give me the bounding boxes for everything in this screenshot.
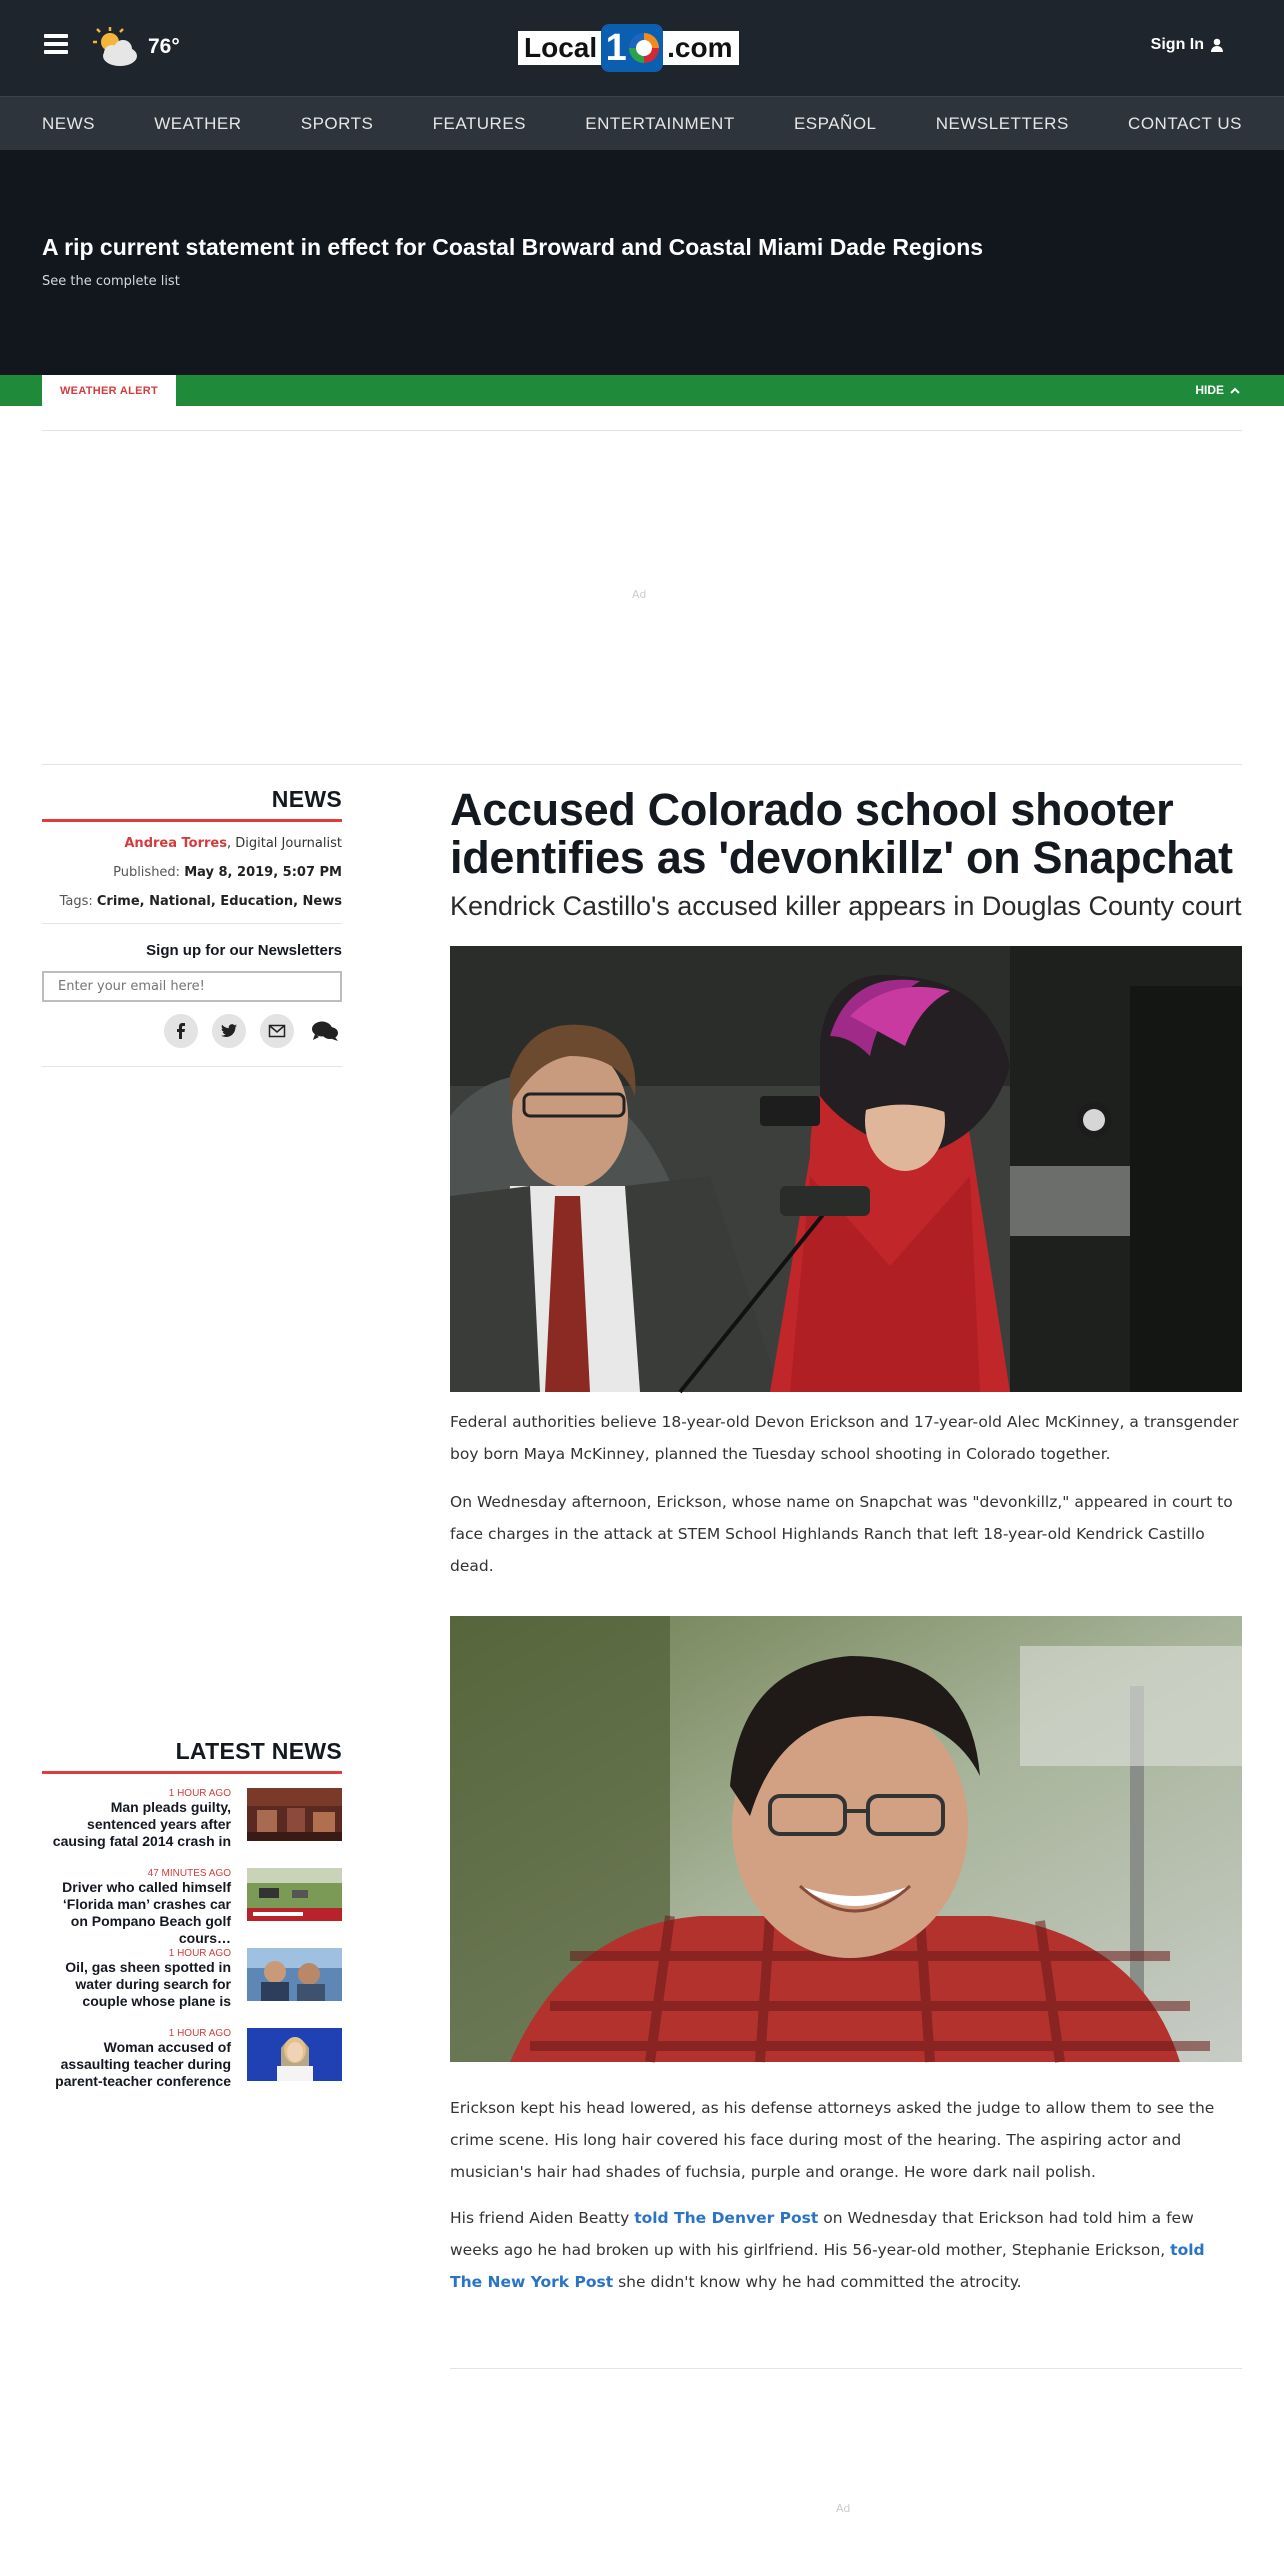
divider	[42, 430, 1242, 431]
partly-cloudy-icon	[92, 26, 140, 68]
published-value: May 8, 2019, 5:07 PM	[184, 865, 342, 880]
author-role: , Digital Journalist	[226, 836, 342, 851]
weather-alert-banner	[0, 150, 1284, 375]
nav-contact-us[interactable]: CONTACT US	[1128, 114, 1242, 133]
item-title[interactable]: Driver who called himself ‘Florida man’ crashes car on Pompano Beach golf cours…	[62, 1879, 231, 1946]
newsletter-title: Sign up for our Newsletters	[146, 942, 342, 959]
nav-entertainment[interactable]: ENTERTAINMENT	[585, 114, 735, 133]
p4-text-b: on Wednesday that Erickson had told him a few weeks ago he had broken up with his girlfriend. His 56-year-old mother, Stephanie Erickson,	[450, 2209, 1194, 2259]
logo-circle-icon	[629, 33, 659, 63]
article-headline: Accused Colorado school shooter identifies as 'devonkillz' on Snapchat	[450, 784, 1233, 883]
article-paragraph-3: Erickson kept his head lowered, as his defense attorneys asked the judge to allow them to see the crime scene. His long hair covered his face during most of the hearing. The aspiring actor and musician's hair had shades of fuchsia, purple and orange. He wore dark nail polish.	[450, 2099, 1215, 2181]
latest-news-item[interactable]	[42, 2028, 342, 2094]
author-name[interactable]: Andrea Torres	[124, 836, 227, 851]
divider	[450, 2368, 1242, 2369]
twitter-share-button[interactable]	[212, 1014, 246, 1048]
ny-post-link[interactable]: told The New York Post	[450, 2241, 1205, 2291]
article-paragraph-2: On Wednesday afternoon, Erickson, whose name on Snapchat was "devonkillz," appeared in court to face charges in the attack at STEM School Highlands Ranch that left 18-year-old Kendrick Castillo dead.	[450, 1493, 1233, 1575]
divider	[42, 764, 1242, 765]
latest-news-heading: LATEST NEWS	[42, 1738, 342, 1774]
email-share-button[interactable]	[260, 1014, 294, 1048]
p4-text-a: His friend Aiden Beatty	[450, 2209, 635, 2227]
nav-features[interactable]: FEATURES	[432, 114, 527, 133]
main-nav	[0, 96, 1284, 150]
news-thumbnail[interactable]	[247, 1948, 342, 2001]
news-thumbnail[interactable]	[247, 2028, 342, 2081]
article-meta-sidebar	[42, 786, 342, 1067]
hide-alert-button[interactable]	[1195, 383, 1240, 397]
published-date	[42, 865, 342, 880]
hide-label: HIDE	[1195, 383, 1224, 397]
top-header	[0, 0, 1284, 96]
tags-label: Tags:	[59, 894, 97, 909]
portrait-image	[450, 1616, 1242, 2062]
latest-news	[42, 1738, 342, 2094]
byline	[42, 836, 342, 851]
item-title[interactable]: Woman accused of assaulting teacher during parent-teacher conference	[55, 2039, 231, 2089]
alert-title[interactable]: A rip current statement in effect for Coastal Broward and Coastal Miami Dade Regions	[42, 234, 984, 260]
p4-text-c: she didn't know why he had committed the atrocity.	[613, 2273, 1022, 2291]
victim-photo	[450, 1616, 1242, 2062]
twitter-icon	[221, 1024, 237, 1038]
nav-weather[interactable]: WEATHER	[154, 114, 242, 133]
article-paragraph-1: Federal authorities believe 18-year-old Devon Erickson and 17-year-old Alec McKinney, a transgender boy born Maya McKinney, planned the Tuesday school shooting in Colorado together.	[450, 1413, 1239, 1463]
email-icon	[269, 1025, 285, 1037]
item-title[interactable]: Man pleads guilty, sentenced years after causing fatal 2014 crash in	[52, 1799, 231, 1849]
temperature: 76°	[148, 35, 180, 58]
latest-news-item[interactable]	[42, 1788, 342, 1854]
news-thumbnail[interactable]	[247, 1868, 342, 1921]
item-time: 1 HOUR AGO	[168, 1788, 231, 1799]
tags	[42, 894, 342, 924]
weather-widget[interactable]	[92, 24, 180, 70]
article	[450, 786, 1242, 2298]
weather-alert-tag: WEATHER ALERT	[42, 375, 176, 406]
item-title[interactable]: Oil, gas sheen spotted in water during search for couple whose plane is	[65, 1959, 231, 2009]
site-logo[interactable]	[518, 24, 739, 72]
courtroom-photo	[450, 946, 1242, 1392]
article-paragraph-4	[450, 2202, 1242, 2298]
tags-list[interactable]: Crime, National, Education, News	[96, 894, 342, 909]
logo-text-left: Local	[518, 31, 603, 65]
denver-post-link[interactable]: told The Denver Post	[634, 2209, 819, 2227]
courtroom-image	[450, 946, 1242, 1392]
sign-in-label: Sign In	[1150, 36, 1204, 53]
news-thumbnail[interactable]	[247, 1788, 342, 1841]
ad-label: Ad	[632, 588, 647, 601]
ad-label: Ad	[836, 2502, 851, 2515]
item-time: 1 HOUR AGO	[168, 1948, 231, 1959]
user-icon	[1210, 38, 1224, 52]
latest-news-item[interactable]	[42, 1948, 342, 2014]
nav-sports[interactable]: SPORTS	[300, 114, 374, 133]
article-subhead: Kendrick Castillo's accused killer appears in Douglas County court	[450, 891, 1242, 921]
published-label: Published:	[113, 865, 185, 880]
alert-complete-list-link[interactable]: See the complete list	[42, 274, 180, 289]
facebook-share-button[interactable]	[164, 1014, 198, 1048]
logo-ten-badge	[601, 24, 663, 72]
nav-newsletters[interactable]: NEWSLETTERS	[935, 114, 1069, 133]
share-bar	[42, 1014, 342, 1067]
item-time: 1 HOUR AGO	[168, 2028, 231, 2039]
chevron-up-icon	[1230, 387, 1240, 394]
section-label[interactable]: NEWS	[42, 786, 342, 822]
latest-news-item[interactable]	[42, 1868, 342, 1946]
newsletter-email-input[interactable]	[42, 971, 342, 1002]
sign-in-button[interactable]	[1151, 36, 1224, 54]
nav-espanol[interactable]: ESPAÑOL	[793, 114, 877, 133]
comments-button[interactable]	[308, 1014, 342, 1048]
alert-bar	[0, 375, 1284, 406]
facebook-icon	[175, 1023, 187, 1039]
item-time: 47 MINUTES AGO	[147, 1868, 231, 1879]
comments-icon	[311, 1020, 339, 1042]
logo-number: 1	[605, 26, 627, 69]
nav-news[interactable]: NEWS	[42, 114, 95, 133]
hamburger-menu-icon[interactable]	[44, 34, 68, 54]
logo-text-right: .com	[661, 31, 738, 65]
